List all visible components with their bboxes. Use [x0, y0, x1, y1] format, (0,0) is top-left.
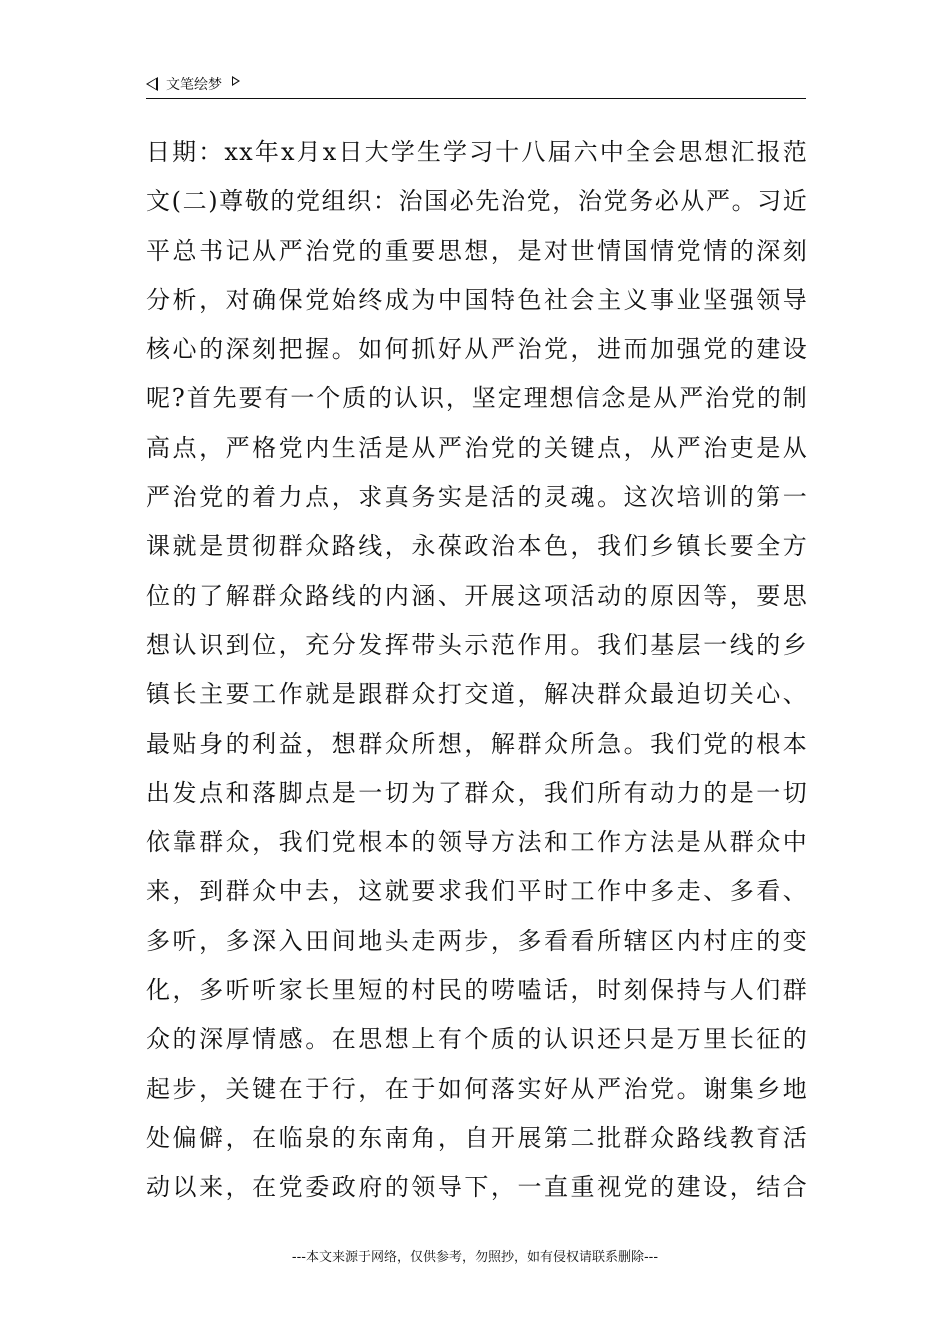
- body-line: 来，到群众中去，这就要求我们平时工作中多走、多看、: [146, 877, 808, 906]
- header-divider: [146, 98, 806, 99]
- document-body: [146, 128, 808, 1213]
- body-line: 课就是贯彻群众路线，永葆政治本色，我们乡镇长要全方: [146, 532, 808, 561]
- body-line: 多听，多深入田间地头走两步，多看看所辖区内村庄的变: [146, 926, 808, 955]
- body-line: 分析，对确保党始终成为中国特色社会主义事业坚强领导: [146, 285, 808, 314]
- body-line: 起步，关键在于行，在于如何落实好从严治党。谢集乡地: [146, 1074, 808, 1103]
- header-brand: 文笔绘梦: [166, 77, 222, 93]
- body-line: 处偏僻，在临泉的东南角，自开展第二批群众路线教育活: [146, 1123, 808, 1152]
- page-header: [146, 70, 806, 98]
- body-line: 严治党的着力点，求真务实是活的灵魂。这次培训的第一: [146, 483, 808, 512]
- body-line: 日期：xx年x月x日大学生学习十八届六中全会思想汇报范: [146, 138, 808, 166]
- body-line: 动以来，在党委政府的领导下，一直重视党的建设，结合: [146, 1173, 808, 1202]
- body-line: 出发点和落脚点是一切为了群众，我们所有动力的是一切: [146, 778, 808, 807]
- body-line: 呢?首先要有一个质的认识，坚定理想信念是从严治党的制: [146, 384, 808, 413]
- body-line: 文(二)尊敬的党组织：治国必先治党，治党务必从严。习近: [146, 187, 808, 216]
- body-line: 镇长主要工作就是跟群众打交道，解决群众最迫切关心、: [146, 680, 808, 709]
- body-line: 众的深厚情感。在思想上有个质的认识还只是万里长征的: [146, 1025, 808, 1054]
- body-line: 位的了解群众路线的内涵、开展这项活动的原因等，要思: [146, 581, 808, 610]
- body-line: 最贴身的利益，想群众所想，解群众所急。我们党的根本: [146, 729, 808, 758]
- page-footer: ---本文来源于网络，仅供参考，勿照抄，如有侵权请联系删除---: [291, 1250, 659, 1265]
- body-line: 依靠群众，我们党根本的领导方法和工作方法是从群众中: [146, 828, 808, 857]
- body-line: 核心的深刻把握。如何抓好从严治党，进而加强党的建设: [146, 335, 808, 364]
- body-line: 想认识到位，充分发挥带头示范作用。我们基层一线的乡: [146, 630, 808, 659]
- triangle-left-icon: [146, 77, 158, 91]
- body-line: 高点，严格党内生活是从严治党的关键点，从严治吏是从: [146, 433, 808, 462]
- body-line: 化，多听听家长里短的村民的唠嗑话，时刻保持与人们群: [146, 976, 808, 1005]
- triangle-right-icon: [232, 76, 240, 86]
- body-line: 平总书记从严治党的重要思想，是对世情国情党情的深刻: [146, 236, 808, 265]
